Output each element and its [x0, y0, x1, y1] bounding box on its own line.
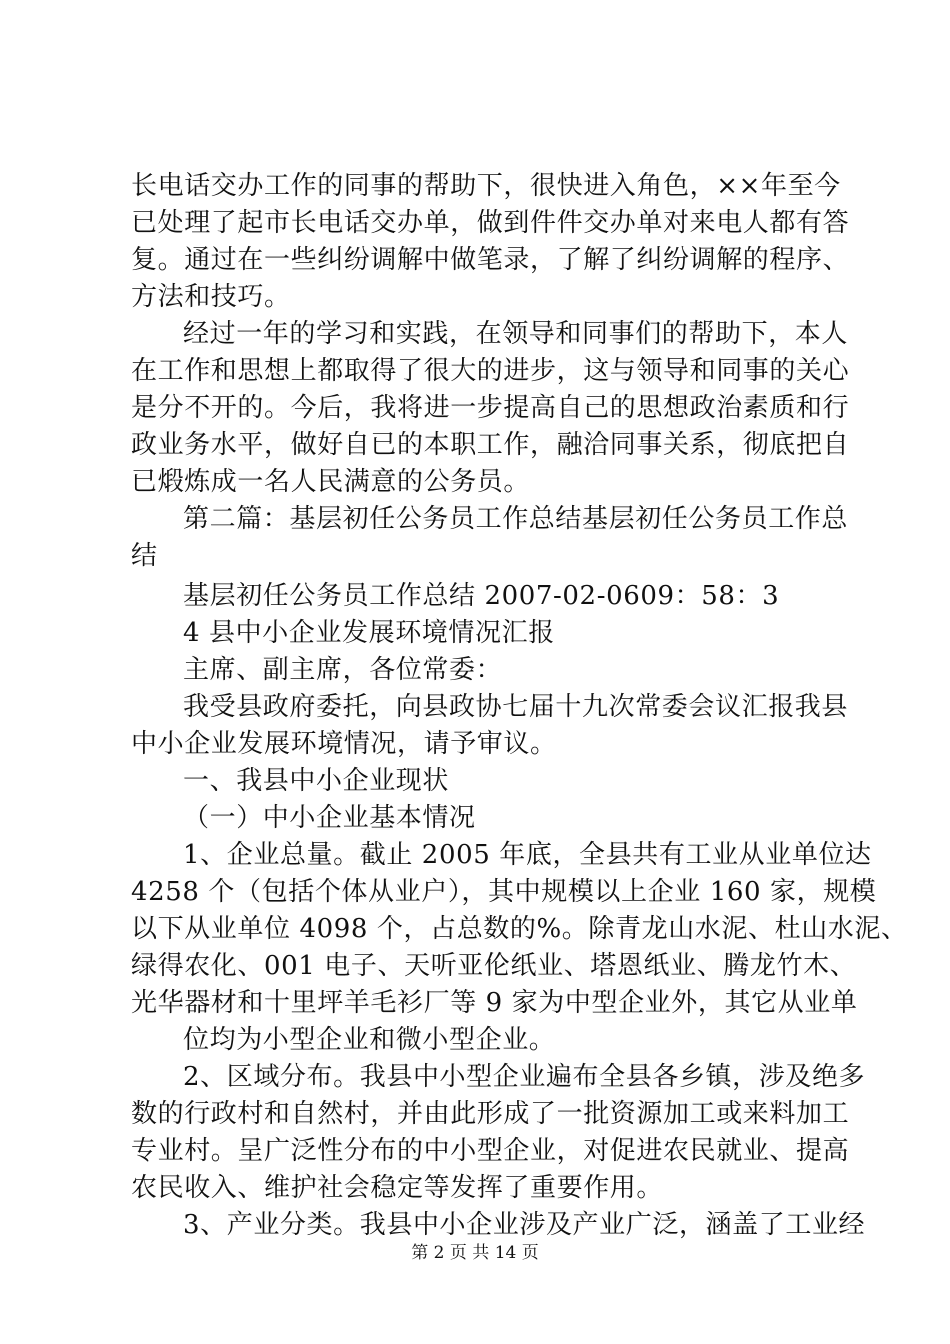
- text-line: 绿得农化、001 电子、天听亚伦纸业、塔恩纸业、腾龙竹木、: [131, 951, 857, 981]
- text-line: 长电话交办工作的同事的帮助下，很快进入角色，××年至今: [131, 171, 841, 201]
- text-line: 3、产业分类。我县中小企业涉及产业广泛，涵盖了工业经: [183, 1210, 866, 1240]
- text-line: 结: [131, 541, 158, 571]
- text-line: 主席、副主席，各位常委：: [183, 655, 503, 685]
- text-line: 农民收入、维护社会稳定等发挥了重要作用。: [131, 1173, 664, 1203]
- text-line: 政业务水平，做好自已的本职工作，融洽同事关系，彻底把自: [131, 430, 850, 460]
- text-line: 复。通过在一些纠纷调解中做笔录，了解了纠纷调解的程序、: [131, 245, 850, 275]
- text-line: 专业村。呈广泛性分布的中小型企业，对促进农民就业、提高: [131, 1136, 850, 1166]
- text-line: 经过一年的学习和实践，在领导和同事们的帮助下，本人: [183, 319, 849, 349]
- page-number: 第 2 页 共 14 页: [411, 1243, 539, 1263]
- text-line: 以下从业单位 4098 个，占总数的%。除青龙山水泥、杜山水泥、: [131, 914, 908, 944]
- text-line: 已处理了起市长电话交办单，做到件件交办单对来电人都有答: [131, 208, 850, 238]
- text-line: 4 县中小企业发展环境情况汇报: [183, 618, 555, 648]
- text-line: 1、企业总量。截止 2005 年底，全县共有工业从业单位达: [183, 840, 872, 870]
- text-line: （一）中小企业基本情况: [183, 803, 476, 833]
- text-line: 数的行政村和自然村，并由此形成了一批资源加工或来料加工: [131, 1099, 850, 1129]
- text-line: 已煅炼成一名人民满意的公务员。: [131, 467, 531, 497]
- section-heading: 第二篇：基层初任公务员工作总结基层初任公务员工作总: [183, 504, 849, 534]
- text-line: 光华器材和十里坪羊毛衫厂等 9 家为中型企业外，其它从业单: [131, 988, 858, 1018]
- text-line: 4258 个（包括个体从业户），其中规模以上企业 160 家，规模: [131, 877, 877, 907]
- text-line: 方法和技巧。: [131, 282, 291, 312]
- text-line: 中小企业发展环境情况，请予审议。: [131, 729, 557, 759]
- text-line: 一、我县中小企业现状: [183, 766, 450, 796]
- text-line: 2、区域分布。我县中小型企业遍布全县各乡镇，涉及绝多: [183, 1062, 866, 1092]
- text-line: 在工作和思想上都取得了很大的进步，这与领导和同事的关心: [131, 356, 850, 386]
- text-line: 位均为小型企业和微小型企业。: [183, 1025, 556, 1055]
- text-line: 基层初任公务员工作总结 2007-02-0609：58：3: [183, 581, 780, 611]
- text-line: 是分不开的。今后，我将进一步提高自己的思想政治素质和行: [131, 393, 850, 423]
- text-line: 我受县政府委托，向县政协七届十九次常委会议汇报我县: [183, 692, 849, 722]
